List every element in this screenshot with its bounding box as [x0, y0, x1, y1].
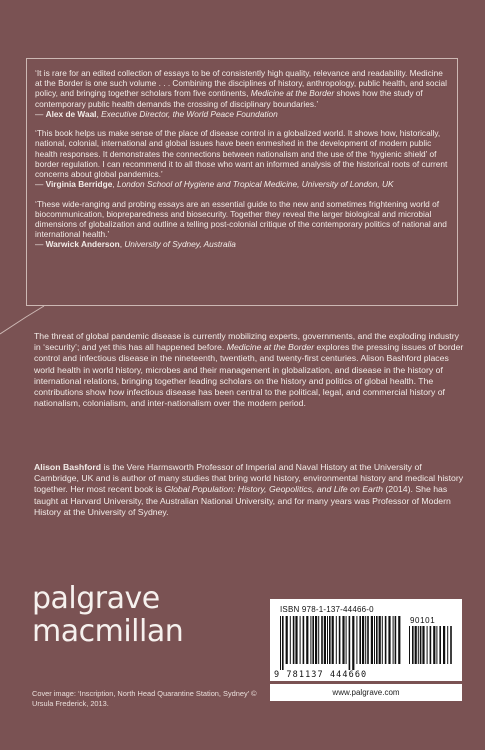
endorsement-1-affiliation: Executive Director, the World Peace Foundation	[101, 108, 278, 119]
barcode-bar	[286, 616, 288, 664]
endorsement-2-text: ‘This book helps us make sense of the place of disease control in a globalized world. It shows how, historically, national, colonial, international and global issues have been enmeshed in the development of modern public health responses. It demonstrates the connections between nationalism and the use of the ‘hygienic shield’ of border regulation. I can recommend it to all those who want an informed analysis of the historical roots of current concerns about global pandemics.’	[35, 128, 448, 180]
barcode-bar	[447, 626, 448, 664]
barcode-bar	[427, 626, 428, 664]
barcode-bar	[336, 616, 337, 664]
isbn-text: ISBN 978-1-137-44466-0	[280, 605, 374, 614]
barcode-addon-number: 90101	[410, 616, 436, 625]
barcode-bar	[332, 616, 334, 664]
barcode-bar	[295, 616, 297, 664]
barcode-bar	[318, 616, 319, 664]
barcode-bar	[365, 616, 366, 664]
author-name: Alison Bashford	[34, 462, 102, 472]
endorsement-3-author: Warwick Anderson	[45, 239, 120, 250]
endorsement-1-attribution: — Alex de Waal, Executive Director, the World Peace Foundation	[35, 108, 278, 119]
endorsement-3-attribution: — Warwick Anderson, University of Sydney, Australia	[35, 239, 236, 250]
barcode-bar	[420, 626, 422, 664]
book-description: The threat of global pandemic disease is currently mobilizing experts, governments, and the exploding industry in ‘security’; and yet this has all happened before. Medicine at the Border explores the pressing issues of border control and infectious disease in the nineteenth, twentieth, and twenty-first centuries. Alison Bashford places world health in world history, microbes and their management in globalization, and disease in the history of international relations, bringing together leading scholars on the history and politics of global health. The contributions show how infectious disease has been central to the political, legal, and commercial history of nationalism, colonialism, and inter-nationalism over the modern period.	[34, 331, 464, 409]
ean-digits: 9 781137 444660	[274, 670, 368, 680]
endorsement-2	[35, 128, 449, 189]
publisher-logo	[32, 583, 183, 649]
barcode-bar	[349, 616, 351, 670]
barcode-bar	[359, 616, 361, 664]
barcode-bar	[395, 616, 397, 664]
barcode-bar	[443, 626, 445, 664]
barcode-bar	[342, 616, 344, 664]
barcode-bar	[415, 626, 417, 664]
publisher-logo-line1: palgrave	[32, 581, 160, 616]
book-title-inline: Medicine at the Border	[226, 342, 315, 353]
barcode-ean	[278, 616, 404, 670]
barcode-bar	[306, 616, 308, 664]
endorsement-2-author: Virginia Berridge	[45, 179, 113, 190]
author-bio: Alison Bashford is the Vere Harmsworth Professor of Imperial and Naval History at the University of Cambridge, UK and is author of many studies that bring world history, environmental history and medical history together. Her most recent book is Global Population: History, Geopolitics, and Life on Earth (2014). She has taught at Harvard University, the Australian National University, and for many years was Professor of Modern History at the University of Sydney.	[34, 462, 464, 517]
barcode-bar	[409, 626, 410, 664]
barcode-bar	[327, 616, 328, 664]
barcode-bar	[371, 616, 373, 664]
endorsement-3-affiliation: University of Sydney, Australia	[124, 239, 236, 250]
barcode-bar	[393, 616, 394, 664]
barcode-bar	[290, 616, 291, 664]
endorsement-3	[35, 199, 449, 250]
barcode-bar	[374, 616, 375, 664]
barcode-bar	[282, 616, 284, 670]
barcode-bar	[398, 616, 400, 664]
barcode-bar	[362, 616, 364, 664]
barcode-bar	[346, 616, 347, 664]
barcode-bar	[356, 616, 357, 664]
barcode-bar	[324, 616, 326, 664]
endorsement-1-author: Alex de Waal	[45, 108, 97, 119]
barcode-bar	[422, 626, 424, 664]
endorsement-2-attribution: — Virginia Berridge, London School of Hygiene and Tropical Medicine, University of London, UK	[35, 179, 394, 190]
endorsements-box	[26, 58, 458, 306]
cover-image-credit: Cover image: ‘Inscription, North Head Quarantine Station, Sydney’ © Ursula Frederick, 2013.	[32, 689, 257, 708]
barcode-bar	[430, 626, 432, 664]
barcode-bar	[293, 616, 295, 664]
barcode-bar	[379, 616, 381, 664]
barcode-bar	[367, 616, 369, 664]
barcode-bar	[418, 626, 419, 664]
barcode-bar	[352, 616, 354, 670]
barcode-bar	[300, 616, 301, 664]
barcode-bar	[412, 626, 414, 664]
publisher-website[interactable]: www.palgrave.com	[270, 684, 462, 701]
barcode-bar	[382, 616, 383, 664]
barcode-bar	[385, 616, 387, 664]
barcode-bar	[339, 616, 341, 664]
barcode-bar	[280, 616, 281, 670]
barcode-bar	[439, 626, 441, 664]
barcode-bar	[310, 616, 311, 664]
barcode-bar	[433, 626, 435, 664]
endorsement-3-text: ‘These wide-ranging and probing essays are an essential guide to the new and sometimes frightening world of biocommunication, biopreparedness and biosecurity. Together they reveal the larger biological and microbial dimensions of globalization and outline a telling post-colonial critique of the contemporary politics of national and international health.’	[35, 198, 447, 240]
barcode-bar	[321, 616, 323, 664]
barcode-bar	[436, 626, 437, 664]
barcode-bar	[315, 616, 317, 664]
barcode-bar	[303, 616, 305, 664]
barcode-panel	[270, 599, 462, 681]
endorsement-1-text: ‘It is rare for an edited collection of essays to be of consistently high quality, relevance and readability. Medicine at the Border is one such volume . . . Combining the disciplines of history, anthropology, public health, and social policy, and bringing together scholars from five continents, Medicine at the Border shows how the study of contemporary public health demands the crossing of disciplinary boundaries.’	[35, 68, 448, 109]
publisher-logo-line2: macmillan	[32, 614, 184, 649]
barcode-addon	[407, 626, 455, 670]
endorsement-1	[35, 68, 449, 119]
barcode-bar	[376, 616, 378, 664]
barcode-bar	[450, 626, 452, 664]
barcode-bar	[312, 616, 314, 664]
barcode-bar	[388, 616, 390, 664]
barcode-bar	[329, 616, 331, 664]
recent-book-title: Global Population: History, Geopolitics, and Life on Earth	[164, 484, 383, 495]
endorsement-2-affiliation: London School of Hygiene and Tropical Medicine, University of London, UK	[116, 179, 394, 190]
